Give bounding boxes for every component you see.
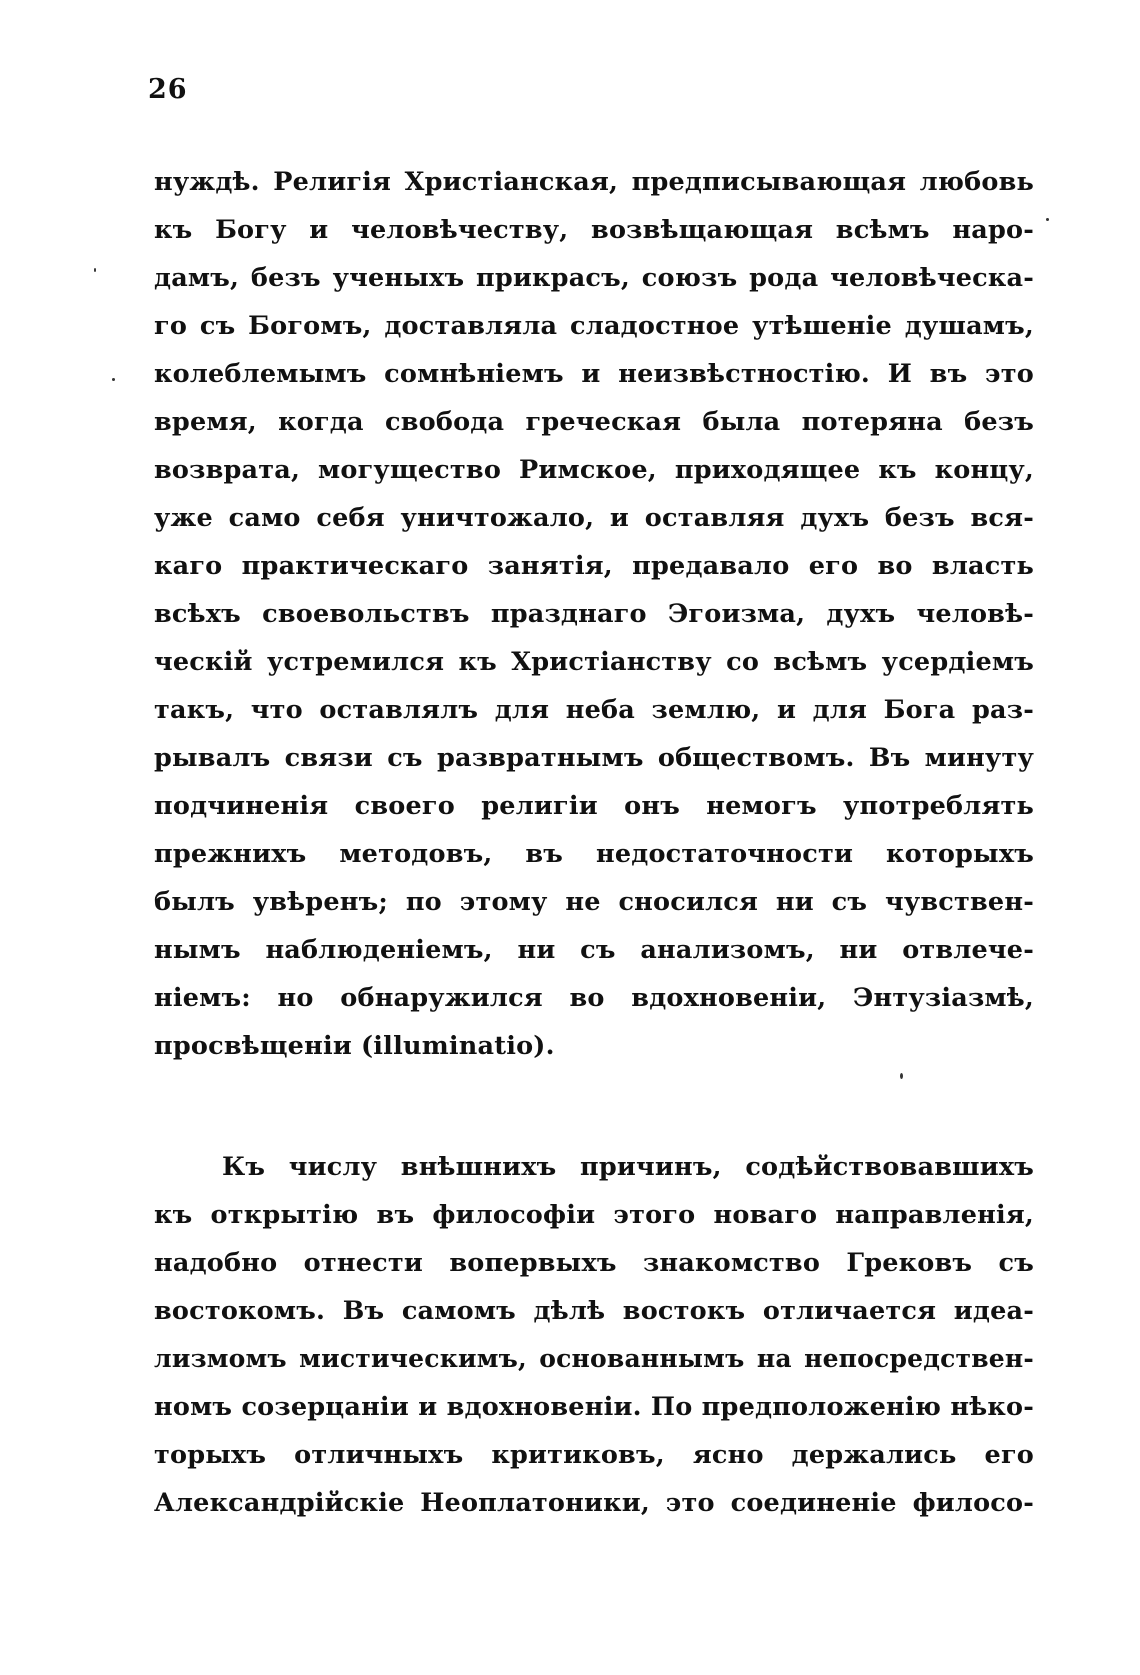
- text-line: время, когда свобода греческая была потеряна безъ: [154, 407, 1034, 437]
- paragraph-2: [154, 1143, 1034, 1527]
- text-line: всѣхъ своевольствъ празднаго Эгоизма, духъ человѣ-: [154, 599, 1034, 629]
- text-line: уже само себя уничтожало, и оставляя духъ безъ вся-: [154, 503, 1034, 533]
- text-line: ніемъ: но обнаружился во вдохновеніи, Энтузіазмѣ,: [154, 983, 1034, 1013]
- text-line: Александрійскіе Неоплатоники, это соединеніе филосо-: [154, 1488, 1034, 1518]
- text-line: лизмомъ мистическимъ, основаннымъ на непосредствен-: [154, 1344, 1034, 1373]
- text-line: къ открытію въ философіи этого новаго направленія,: [154, 1200, 1034, 1230]
- text-line: торыхъ отличныхъ критиковъ, ясно держались его: [154, 1440, 1034, 1470]
- ink-speck: [94, 268, 96, 272]
- text-line: подчиненія своего религіи онъ немогъ употреблять: [154, 791, 1034, 821]
- text-line: дамъ, безъ ученыхъ прикрасъ, союзъ рода человѣческа-: [154, 263, 1034, 293]
- ink-speck: [112, 378, 115, 381]
- text-line: такъ, что оставлялъ для неба землю, и для Бога раз-: [154, 695, 1034, 725]
- text-line: го съ Богомъ, доставляла сладостное утѣшеніе душамъ,: [154, 311, 1034, 341]
- ink-speck: [1046, 218, 1049, 221]
- paragraph-1: [154, 158, 1034, 1070]
- text-line: къ Богу и человѣчеству, возвѣщающая всѣмъ наро-: [154, 215, 1034, 245]
- text-line: нуждѣ. Религія Христіанская, предписывающая любовь: [154, 167, 1034, 197]
- text-line: возврата, могущество Римское, приходящее къ концу,: [154, 455, 1034, 485]
- text-line: прежнихъ методовъ, въ недостаточности которыхъ: [154, 839, 1034, 869]
- text-line: востокомъ. Въ самомъ дѣлѣ востокъ отличается идеа-: [154, 1296, 1034, 1326]
- text-line: просвѣщеніи (illuminatio).: [154, 1031, 555, 1061]
- text-line: рывалъ связи съ развратнымъ обществомъ. Въ минуту: [154, 743, 1034, 773]
- text-line: надобно отнести вопервыхъ знакомство Грековъ съ: [154, 1248, 1034, 1278]
- text-line: номъ созерцаніи и вдохновеніи. По предположенію нѣко-: [154, 1392, 1034, 1422]
- page-number: 26: [148, 74, 188, 105]
- text-line: Къ числу внѣшнихъ причинъ, содѣйствовавшихъ: [222, 1152, 1034, 1182]
- ink-speck: [900, 1073, 903, 1079]
- text-line: ческій устремился къ Христіанству со всѣмъ усердіемъ: [154, 647, 1034, 677]
- text-line: колеблемымъ сомнѣніемъ и неизвѣстностію. И въ это: [154, 359, 1034, 389]
- text-line: нымъ наблюденіемъ, ни съ анализомъ, ни отвлече-: [154, 935, 1034, 965]
- text-line: былъ увѣренъ; по этому не сносился ни съ чувствен-: [154, 887, 1034, 917]
- text-line: каго практическаго занятія, предавало его во власть: [154, 551, 1034, 581]
